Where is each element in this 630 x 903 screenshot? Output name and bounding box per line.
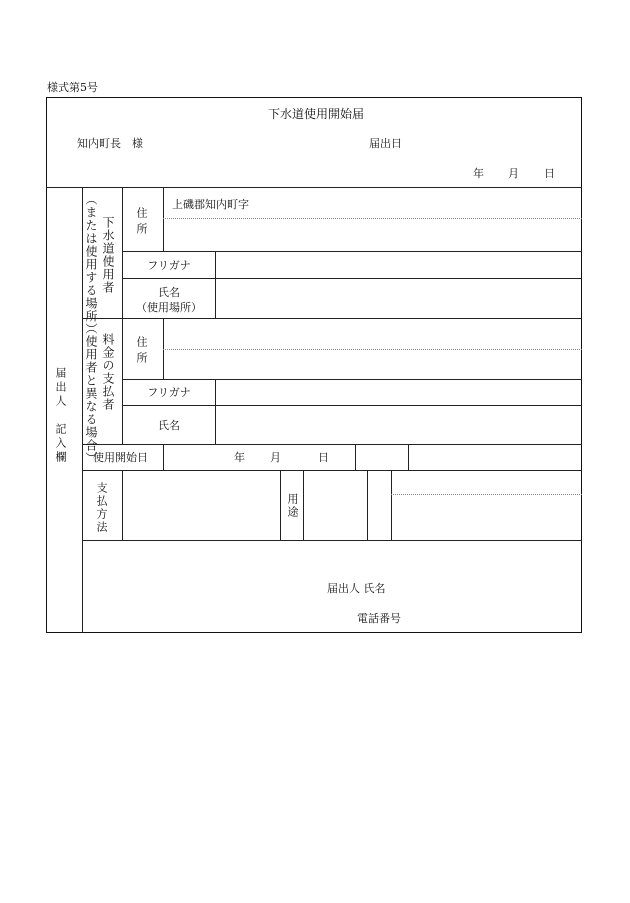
- submission-date-label: 届出日: [369, 137, 402, 150]
- user-address-value[interactable]: 上磯郡知内町字: [172, 198, 249, 211]
- header-divider: [46, 187, 582, 188]
- form-number: 様式第5号: [47, 81, 98, 94]
- phone-number-label: 電話番号: [357, 612, 401, 625]
- start-date-label: 使用開始日: [93, 451, 148, 464]
- rule-section-label-column: [122, 187, 123, 444]
- user-section-label: 下水道使用者: [101, 216, 115, 294]
- applicant-side-label: 届出人 記入欄: [54, 367, 67, 465]
- rule-usage-box-2: [391, 470, 392, 540]
- usage-label: 用途: [286, 493, 299, 519]
- payer-furigana-field[interactable]: [216, 380, 582, 405]
- form-title: 下水道使用開始届: [267, 107, 365, 121]
- payer-address-label: 住所: [135, 336, 148, 368]
- user-furigana-label: フリガナ: [147, 259, 191, 272]
- rule-start-box-2: [408, 444, 409, 470]
- addressee: 知内町長 様: [77, 137, 143, 150]
- payer-name-label: 氏名: [158, 419, 180, 432]
- payer-furigana-label: フリガナ: [147, 386, 191, 399]
- rule-user-address-label: [163, 187, 164, 251]
- rule-payer-section-bottom: [82, 444, 582, 445]
- start-day-label: 日: [318, 451, 329, 464]
- user-name-label: 氏名: [158, 286, 180, 299]
- usage-field[interactable]: [304, 471, 367, 540]
- rule-payment-bottom: [82, 540, 582, 541]
- header-day: 日: [544, 167, 555, 180]
- user-name-sublabel: （使用場所）: [136, 301, 202, 314]
- user-furigana-field[interactable]: [216, 252, 582, 278]
- start-month-label: 月: [270, 451, 281, 464]
- user-name-field[interactable]: [216, 279, 582, 318]
- user-address-dotted-line: [163, 218, 582, 219]
- header-month: 月: [508, 167, 519, 180]
- payer-address-field[interactable]: [164, 319, 582, 379]
- usage-dotted-line: [391, 494, 582, 495]
- rule-usage-left: [280, 470, 281, 540]
- header-year: 年: [473, 167, 484, 180]
- rule-usage-box-1: [367, 470, 368, 540]
- user-address-label: 住所: [135, 207, 148, 239]
- rule-start-box-1: [355, 444, 356, 470]
- start-year-label: 年: [234, 451, 245, 464]
- payer-section-label: 料金の支払者: [101, 333, 115, 411]
- payment-method-label: 支払方法: [95, 482, 108, 534]
- rule-side-column: [82, 187, 83, 633]
- payer-section-sublabel: （使用者と異なる場合）: [84, 322, 98, 465]
- user-section-sublabel: （または使用する場所）: [84, 193, 98, 336]
- rule-start-label: [163, 444, 164, 470]
- payer-name-field[interactable]: [216, 406, 582, 444]
- applicant-name-label: 届出人 氏名: [327, 582, 386, 595]
- payment-method-field[interactable]: [123, 471, 280, 540]
